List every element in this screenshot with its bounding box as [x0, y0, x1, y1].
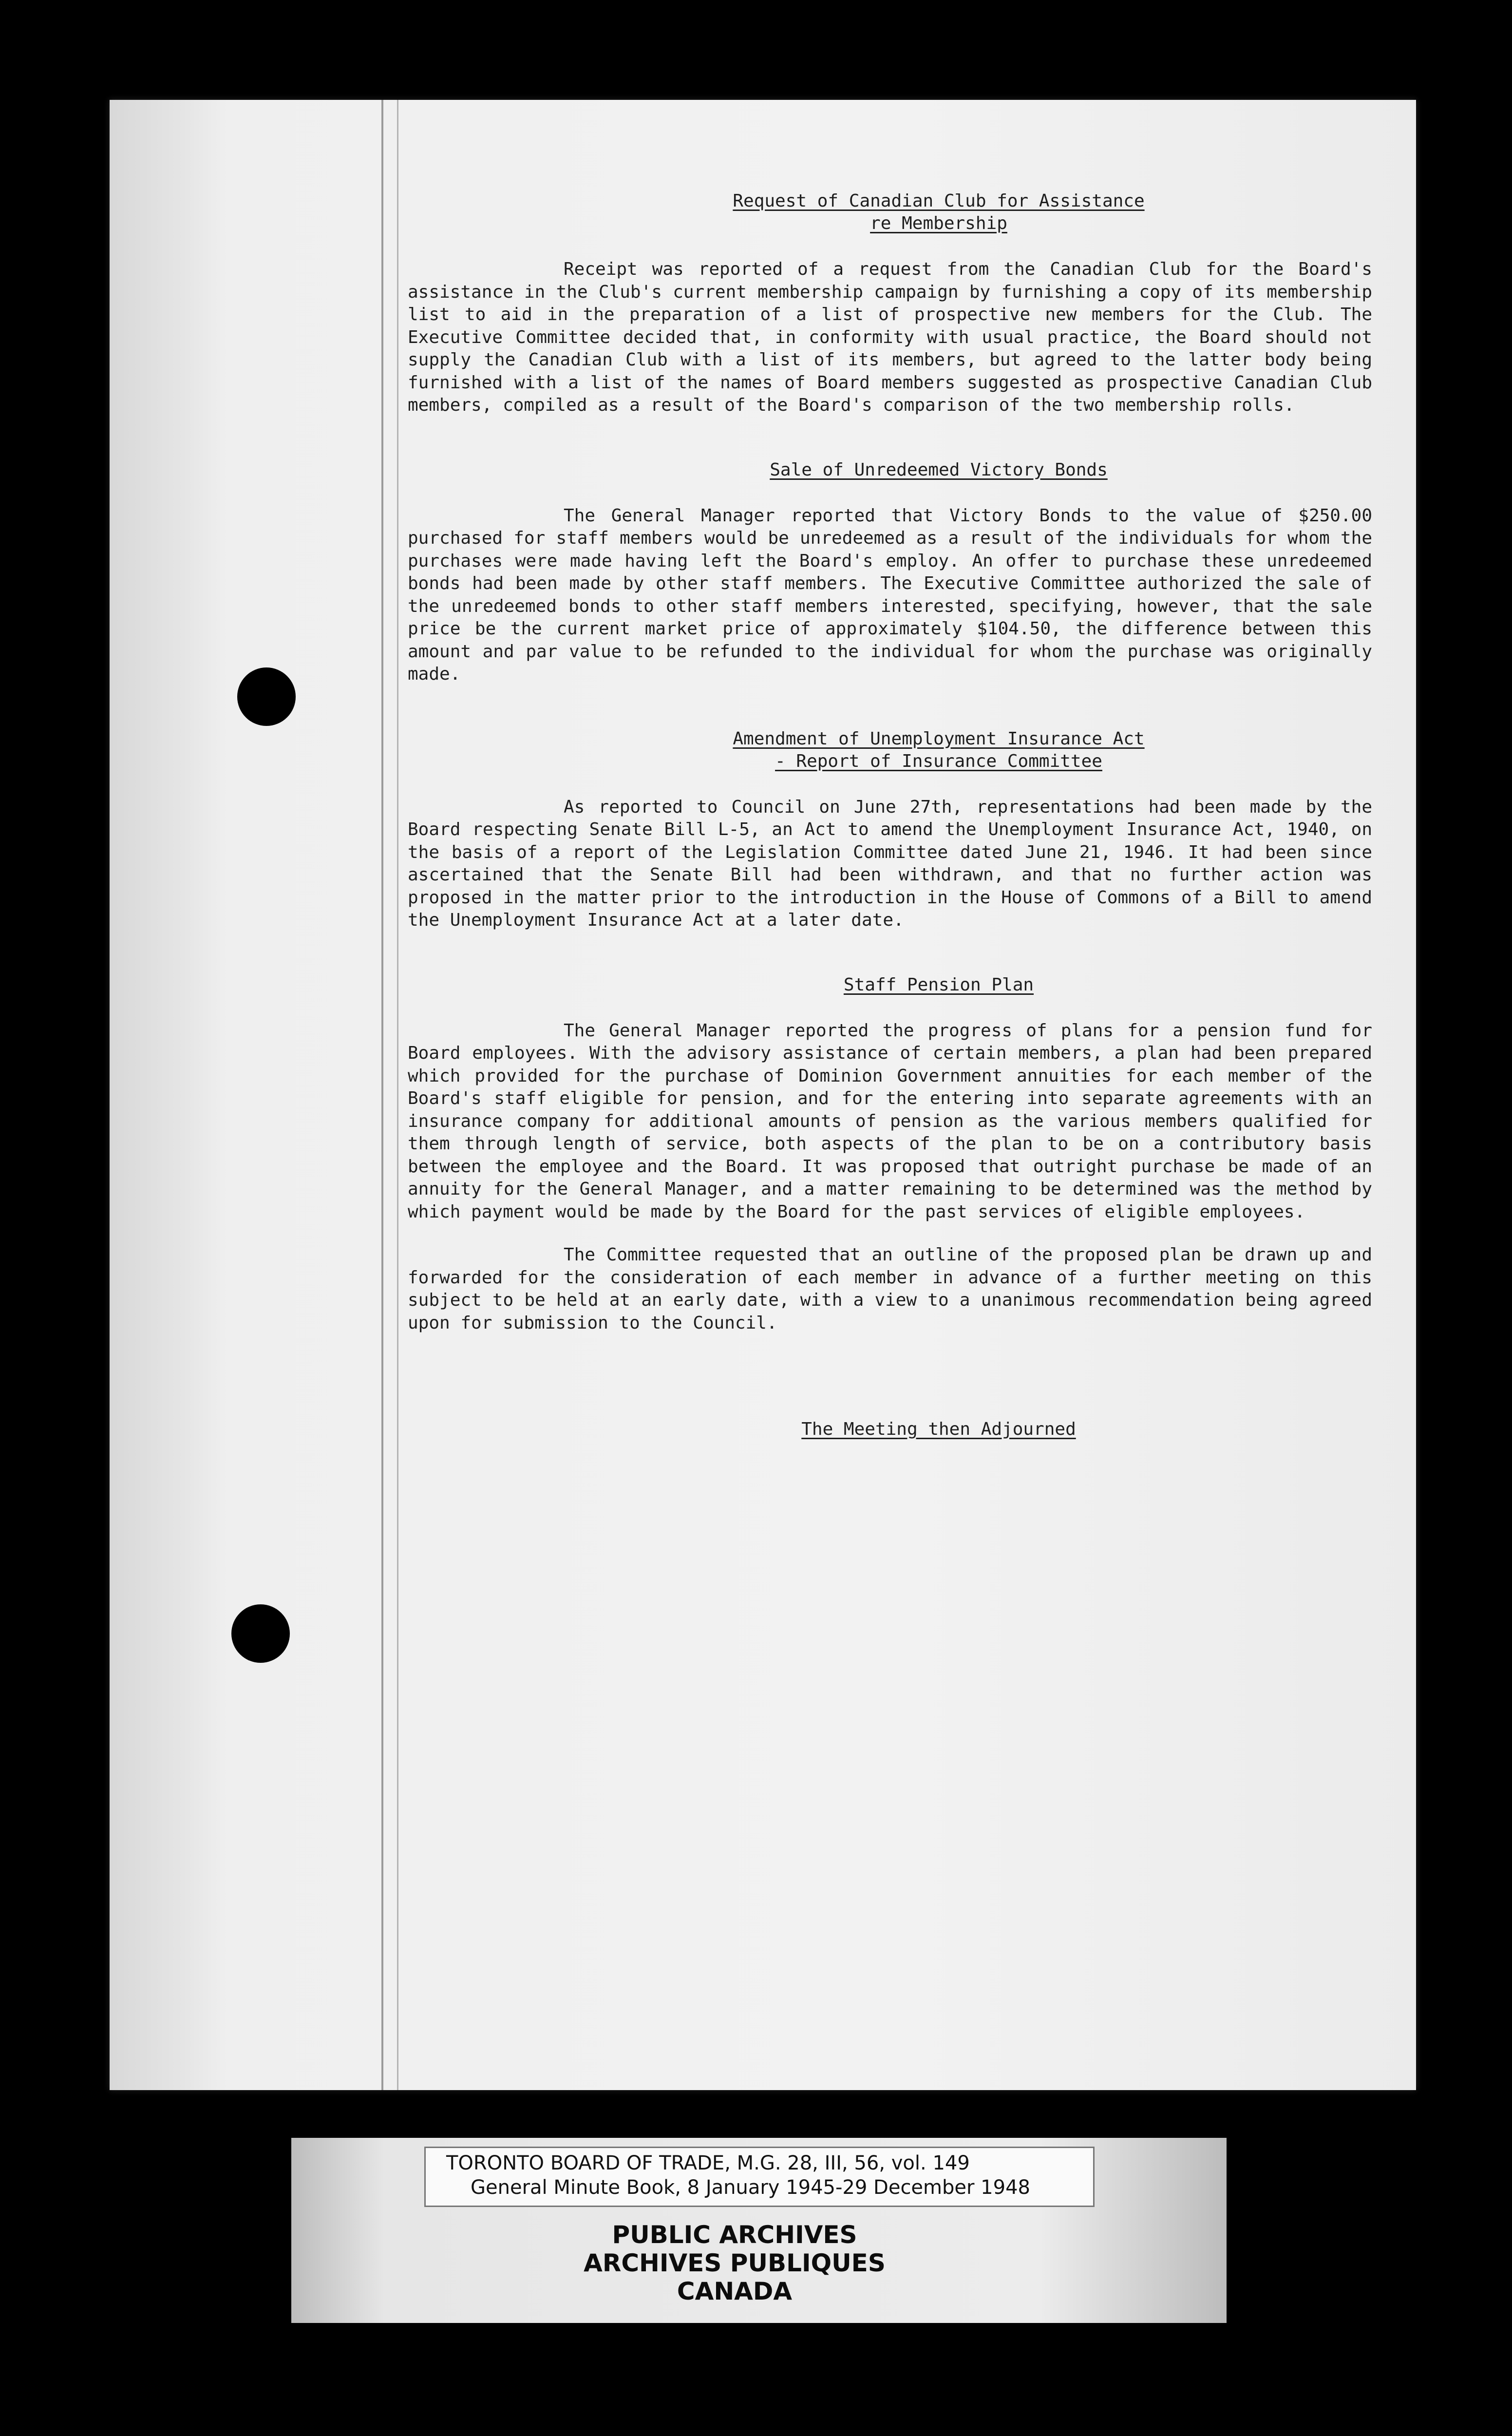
paragraph: The General Manager reported the progress of plans for a pension fund for Board employees. With the advisory assistance of certain members, a plan had been prepared which provided for the purchase of Dominion Government annuities for each member of the Board's staff eligible for pension, and for the entering into separate agreements with an insurance company for additional amounts of pension as the various members qualified for them through length of service, both aspects of the plan to be on a contributory basis between the employee and the Board. It was proposed that outright purchase be made of an annuity for the General Manager, and a matter remaining to be determined was the method by which payment would be made by the Board for the past services of eligible employees. [408, 1020, 1372, 1222]
section-heading: Sale of Unredeemed Victory Bonds [770, 459, 1108, 480]
archive-label [291, 2138, 1227, 2323]
section-heading: Request of Canadian Club for Assistance [733, 191, 1145, 211]
section-subheading: re Membership [870, 213, 1007, 233]
closing [408, 1418, 1372, 1441]
punch-hole [231, 1604, 290, 1663]
section-staff-pension [408, 974, 1372, 1335]
stamp-line: ARCHIVES PUBLIQUES [584, 2249, 886, 2277]
section-heading: Staff Pension Plan [843, 974, 1034, 995]
closing-line: The Meeting then Adjourned [801, 1419, 1076, 1439]
paragraph: As reported to Council on June 27th, representations had been made by the Board respecting Senate Bill L-5, an Act to amend the Unemployment Insurance Act, 1940, on the basis of a report of the Legislation Committee dated June 21, 1946. It had been since ascertained that the Senate Bill had been withdrawn, and that no further action was proposed in the matter prior to the introduction in the House of Commons of a Bill to amend the Unemployment Insurance Act at a later date. [408, 797, 1372, 930]
minutes-text [408, 190, 1372, 1441]
section-canadian-club [408, 190, 1372, 417]
reference-line: General Minute Book, 8 January 1945-29 December 1948 [471, 2176, 1030, 2199]
stamp-line: CANADA [677, 2277, 793, 2305]
paragraph: Receipt was reported of a request from the Canadian Club for the Board's assistance in the Club's current membership campaign by furnishing a copy of its membership list to aid in the preparation of a list of prospective new members for the Club. The Executive Committee decided that, in conformity with usual practice, the Board should not supply the Canadian Club with a list of its members, but agreed to the latter body being furnished with a list of the names of Board members suggested as prospective Canadian Club members, compiled as a result of the Board's comparison of the two membership rolls. [408, 259, 1372, 415]
reference-line: TORONTO BOARD OF TRADE, M.G. 28, III, 56, vol. 149 [446, 2152, 970, 2174]
archive-stamp [291, 2221, 1227, 2305]
section-unemployment-insurance [408, 728, 1372, 932]
section-victory-bonds [408, 459, 1372, 686]
document-page [110, 100, 1416, 2090]
section-heading: Amendment of Unemployment Insurance Act [733, 728, 1145, 749]
punch-hole [237, 667, 296, 726]
paragraph: The Committee requested that an outline of the proposed plan be drawn up and forwarded for the consideration of each member in advance of a further meeting on this subject to be held at an early date, with a view to a unanimous recommendation being agreed upon for submission to the Council. [408, 1245, 1372, 1333]
reference-slip [424, 2147, 1095, 2207]
section-subheading: - Report of Insurance Committee [775, 751, 1102, 771]
paragraph: The General Manager reported that Victory Bonds to the value of $250.00 purchased for staff members would be unredeemed as a result of the individuals for whom the purchases were made having left the Board's employ. An offer to purchase these unredeemed bonds had been made by other staff members. The Executive Committee authorized the sale of the unredeemed bonds to other staff members interested, specifying, however, that the sale price be the current market price of approximately $104.50, the difference between this amount and par value to be refunded to the individual for whom the purchase was originally made. [408, 505, 1372, 684]
margin-rule [381, 100, 383, 2090]
stamp-line: PUBLIC ARCHIVES [612, 2221, 857, 2249]
margin-rule-inner [397, 100, 398, 2090]
